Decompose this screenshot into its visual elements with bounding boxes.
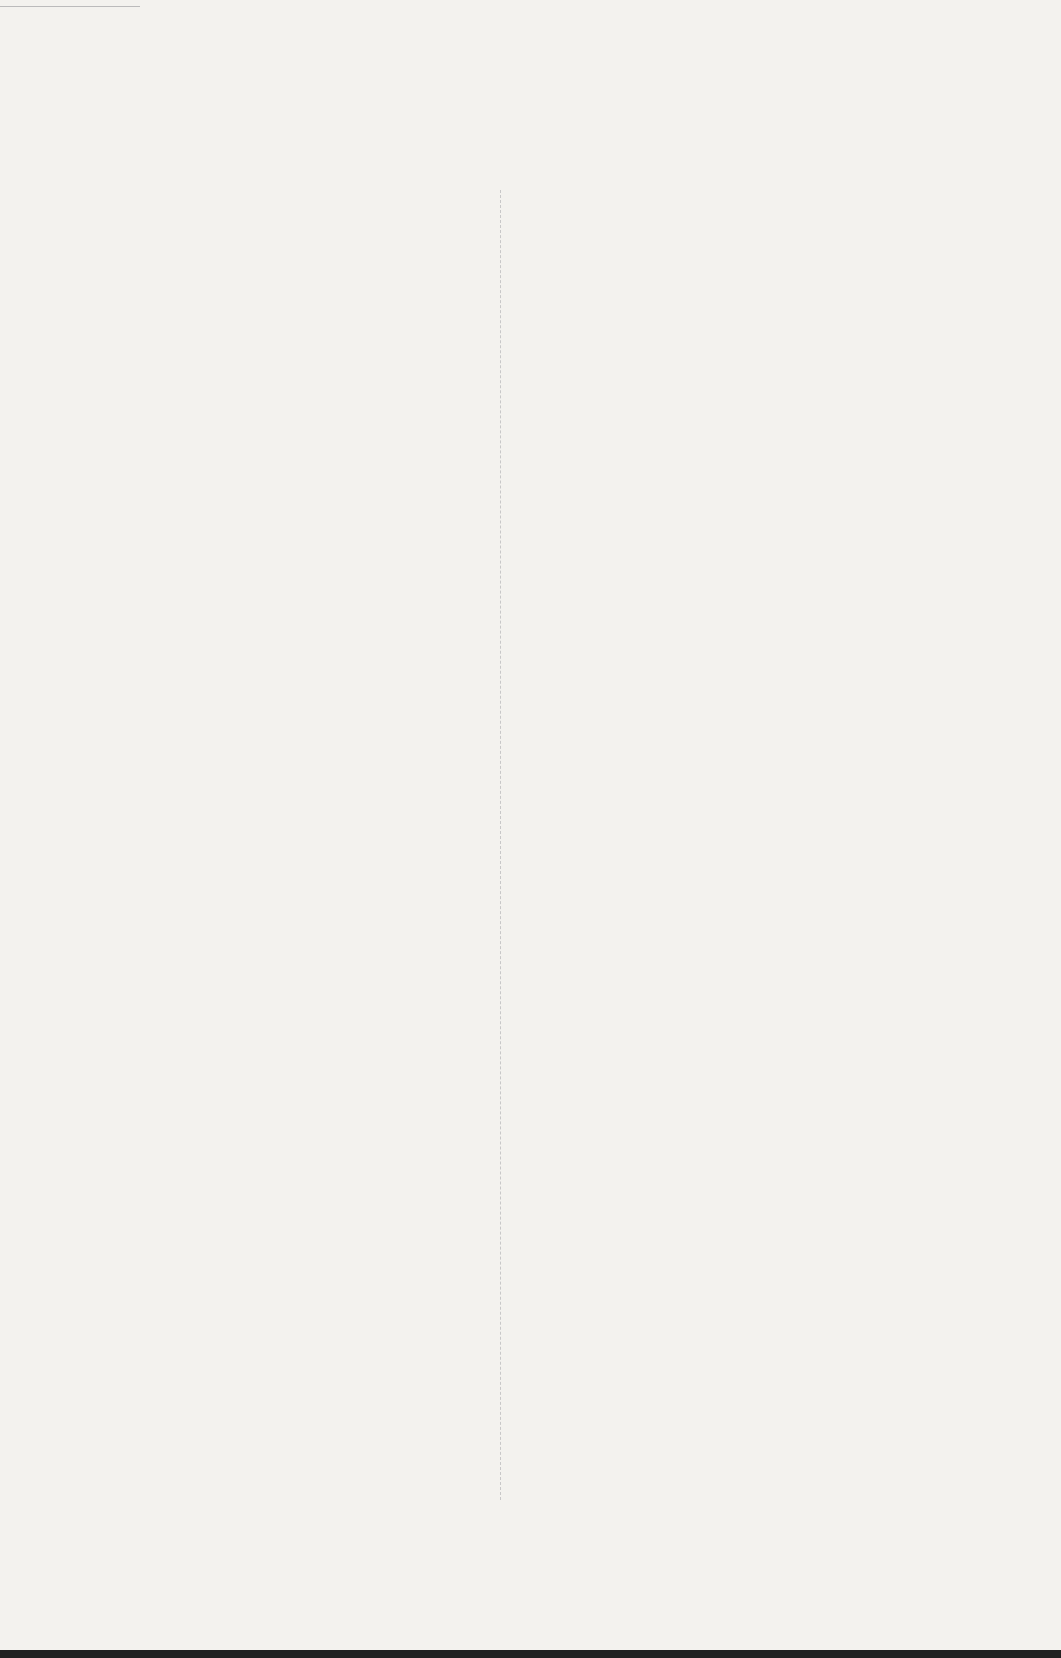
column-divider: [500, 190, 501, 1500]
top-rule: [0, 6, 140, 7]
bottom-bar: [0, 1650, 1061, 1658]
